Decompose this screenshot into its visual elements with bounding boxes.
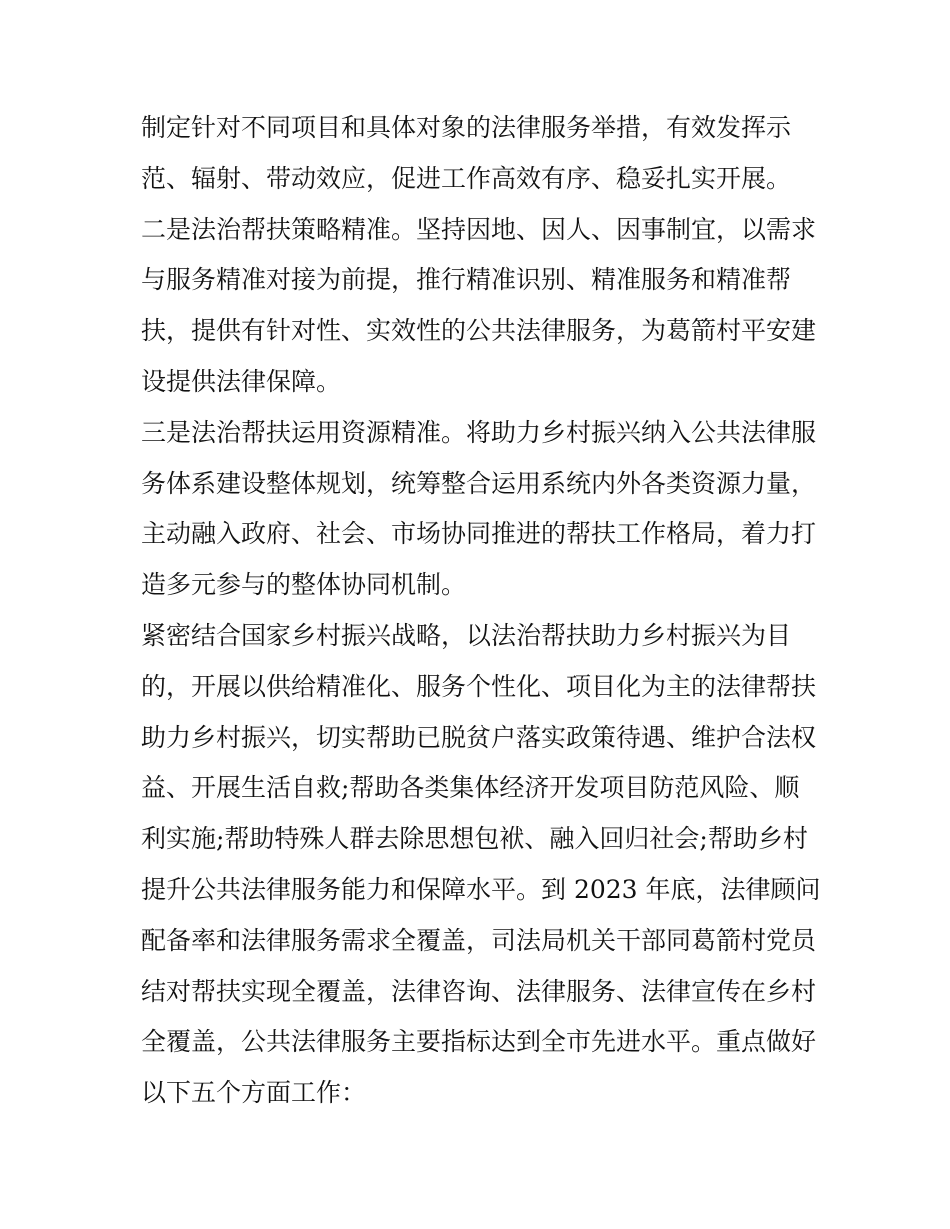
text-line: 紧密结合国家乡村振兴战略，以法治帮扶助力乡村振兴为目 — [141, 620, 792, 650]
text-line: 三是法治帮扶运用资源精准。将助力乡村振兴纳入公共法律服 — [141, 417, 817, 447]
text-line: 主动融入政府、社会、市场协同推进的帮扶工作格局，着力打 — [141, 519, 817, 549]
body-text — [141, 103, 821, 1119]
text-line: 结对帮扶实现全覆盖，法律咨询、法律服务、法律宣传在乡村 — [141, 976, 817, 1006]
text-line: 助力乡村振兴，切实帮助已脱贫户落实政策待遇、维护合法权 — [141, 722, 817, 752]
text-line: 造多元参与的整体协同机制。 — [141, 570, 467, 600]
text-line: 务体系建设整体规划，统筹整合运用系统内外各类资源力量， — [141, 468, 817, 498]
text-line: 的，开展以供给精准化、服务个性化、项目化为主的法律帮扶 — [141, 671, 817, 701]
text-line: 以下五个方面工作： — [141, 1078, 367, 1108]
text-line: 配备率和法律服务需求全覆盖，司法局机关干部同葛箭村党员 — [141, 925, 817, 955]
text-line: 全覆盖，公共法律服务主要指标达到全市先进水平。重点做好 — [141, 1027, 817, 1057]
text-line: 利实施;帮助特殊人群去除思想包袱、融入回归社会;帮助乡村 — [141, 824, 808, 854]
text-line: 范、辐射、带动效应，促进工作高效有序、稳妥扎实开展。 — [141, 163, 792, 193]
text-line: 设提供法律保障。 — [141, 366, 342, 396]
text-line: 二是法治帮扶策略精准。坚持因地、因人、因事制宜，以需求 — [141, 214, 817, 244]
text-line: 提升公共法律服务能力和保障水平。到 2023 年底，法律顾问 — [141, 874, 821, 904]
text-line: 扶，提供有针对性、实效性的公共法律服务，为葛箭村平安建 — [141, 316, 817, 346]
text-line: 与服务精准对接为前提，推行精准识别、精准服务和精准帮 — [141, 265, 792, 295]
text-line: 益、开展生活自救;帮助各类集体经济开发项目防范风险、顺 — [141, 773, 800, 803]
text-line: 制定针对不同项目和具体对象的法律服务举措，有效发挥示 — [141, 113, 792, 142]
